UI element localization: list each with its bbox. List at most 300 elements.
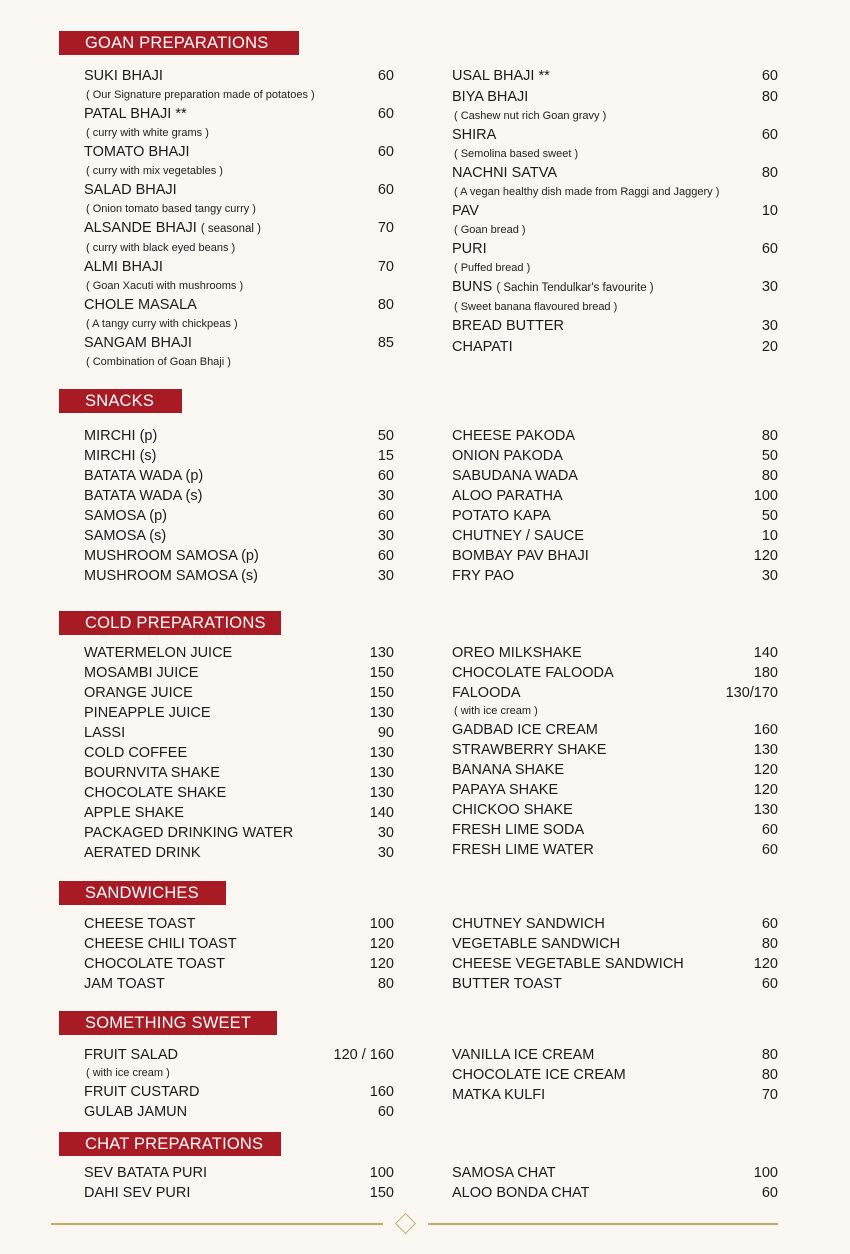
menu-item [452, 683, 778, 720]
item-name: CHEESE PAKODA [452, 428, 576, 444]
item-price: 150 [369, 665, 394, 681]
item-name: BREAD BUTTER [452, 318, 564, 334]
menu-item-row [452, 760, 778, 780]
menu-item [84, 566, 394, 586]
menu-item-row [452, 446, 778, 466]
menu-item-row [84, 566, 394, 586]
menu-item-row [84, 914, 394, 934]
item-name-group [84, 803, 184, 823]
item-name: COLD COFFEE [84, 745, 188, 761]
item-name-group [452, 934, 620, 954]
menu-item [84, 506, 394, 526]
item-price: 60 [761, 916, 778, 932]
menu-item-row [84, 954, 394, 974]
menu-item [84, 1082, 394, 1102]
item-name: FRESH LIME WATER [452, 842, 594, 858]
item-name: PAV [452, 203, 479, 219]
menu-item-row [84, 974, 394, 994]
menu-item-row [452, 316, 778, 337]
item-name-group [452, 1065, 626, 1085]
menu-column-left [84, 426, 394, 586]
menu-item-row [84, 934, 394, 954]
item-name-group [452, 720, 598, 740]
item-name: VANILLA ICE CREAM [452, 1047, 595, 1063]
menu-item [452, 546, 778, 566]
item-name-group [84, 743, 187, 763]
menu-item-row [84, 1082, 394, 1102]
menu-item [84, 180, 394, 218]
item-name-group [452, 663, 614, 683]
item-name: SEV BATATA PURI [84, 1165, 208, 1181]
menu-item [452, 337, 778, 358]
item-price: 120 [753, 956, 778, 972]
menu-item-row [84, 663, 394, 683]
menu-item [452, 643, 778, 663]
item-name-group [452, 201, 479, 222]
item-price: 60 [377, 508, 394, 524]
item-description: ( Semolina based sweet ) [454, 148, 579, 160]
item-name: PACKAGED DRINKING WATER [84, 825, 294, 841]
item-name: CHEESE CHILI TOAST [84, 936, 237, 952]
item-name-group [84, 974, 165, 994]
item-name-group [452, 840, 594, 860]
menu-column-left [84, 1163, 394, 1203]
item-name: ALMI BHAJI [84, 259, 163, 275]
menu-item [452, 506, 778, 526]
menu-item-row [84, 703, 394, 723]
menu-item-row [84, 763, 394, 783]
item-price: 130 [369, 765, 394, 781]
item-name: SHIRA [452, 127, 497, 143]
menu-item-row [452, 125, 778, 146]
item-price: 60 [761, 976, 778, 992]
item-description: ( Our Signature preparation made of potatoes ) [86, 89, 315, 101]
item-price: 10 [761, 203, 778, 219]
menu-item-row [452, 974, 778, 994]
menu-item [84, 1183, 394, 1203]
item-price: 50 [761, 448, 778, 464]
item-description: ( Sweet banana flavoured bread ) [454, 301, 618, 313]
item-name-group [84, 763, 220, 783]
menu-item-row [452, 954, 778, 974]
item-name: DAHI SEV PURI [84, 1185, 191, 1201]
item-price: 130 [369, 745, 394, 761]
item-name: SAMOSA (p) [84, 508, 167, 524]
item-name-group [452, 820, 584, 840]
menu-item-row [452, 337, 778, 358]
menu-column-left [84, 914, 394, 994]
item-price: 120 [753, 782, 778, 798]
menu-item [452, 760, 778, 780]
item-name-group [452, 954, 684, 974]
item-name-group [84, 526, 166, 546]
item-name-group [84, 663, 198, 683]
menu-item [452, 446, 778, 466]
item-name: BATATA WADA (s) [84, 488, 203, 504]
item-name: BATATA WADA (p) [84, 468, 204, 484]
menu-item-row [84, 1163, 394, 1183]
item-name-group [84, 466, 203, 486]
item-note: ( seasonal ) [200, 223, 261, 235]
item-name-group [84, 546, 259, 566]
item-name: CHOCOLATE SHAKE [84, 785, 227, 801]
item-name: MUSHROOM SAMOSA (s) [84, 568, 259, 584]
item-name-group [84, 783, 226, 803]
menu-item [84, 426, 394, 446]
menu-item-row [452, 526, 778, 546]
item-price: 60 [761, 822, 778, 838]
item-name-group [84, 703, 211, 723]
item-price: 180 [753, 665, 778, 681]
menu-item-row [84, 295, 394, 316]
section-heading: GOAN PREPARATIONS [59, 31, 299, 55]
item-description: ( Cashew nut rich Goan gravy ) [454, 110, 607, 122]
menu-item [452, 954, 778, 974]
item-price: 80 [761, 1067, 778, 1083]
item-price: 130 [753, 742, 778, 758]
item-price: 60 [377, 1104, 394, 1120]
menu-item-row [452, 506, 778, 526]
menu-item [452, 720, 778, 740]
menu-item-row [84, 142, 394, 163]
item-name: NACHNI SATVA [452, 165, 558, 181]
menu-item-row [452, 1065, 778, 1085]
menu-column-right [452, 1163, 778, 1203]
menu-item-row [452, 1085, 778, 1105]
menu-item [84, 954, 394, 974]
item-name-group [452, 163, 557, 184]
item-name: FRUIT CUSTARD [84, 1084, 200, 1100]
item-name-group [452, 446, 563, 466]
item-name-group [452, 125, 496, 146]
item-name-group [84, 180, 177, 201]
item-price: 20 [761, 339, 778, 355]
item-price: 60 [377, 144, 394, 160]
item-price: 130 [369, 785, 394, 801]
item-name-group [84, 843, 201, 863]
menu-column-right [452, 643, 778, 860]
menu-item-row [452, 800, 778, 820]
item-price: 50 [761, 508, 778, 524]
item-name-group [84, 914, 195, 934]
item-price: 60 [761, 127, 778, 143]
item-name-group [84, 66, 163, 87]
menu-item [84, 723, 394, 743]
menu-item [452, 277, 778, 316]
menu-column-right [452, 66, 778, 358]
item-price: 30 [761, 318, 778, 334]
menu-item-row [84, 843, 394, 863]
item-price: 130 [753, 802, 778, 818]
item-name-group [84, 104, 187, 125]
item-price: 70 [761, 1087, 778, 1103]
menu-item-row [452, 683, 778, 703]
item-price: 60 [377, 548, 394, 564]
item-description: ( Puffed bread ) [454, 262, 531, 274]
menu-item-row [452, 546, 778, 566]
item-name: LASSI [84, 725, 126, 741]
diamond-icon [395, 1213, 416, 1234]
menu-item-row [452, 87, 778, 108]
item-name: GADBAD ICE CREAM [452, 722, 598, 738]
item-price: 30 [761, 279, 778, 295]
menu-column-left [84, 1045, 394, 1122]
menu-item [452, 974, 778, 994]
menu-item-row [452, 426, 778, 446]
item-name-group [84, 823, 293, 843]
menu-item-row [84, 333, 394, 354]
item-name: MATKA KULFI [452, 1087, 546, 1103]
item-name: MUSHROOM SAMOSA (p) [84, 548, 259, 564]
menu-item [84, 104, 394, 142]
item-description: ( Onion tomato based tangy curry ) [86, 203, 256, 215]
item-price: 130/170 [725, 685, 778, 701]
menu-item [84, 333, 394, 371]
item-price: 70 [377, 259, 394, 275]
menu-item [84, 257, 394, 295]
item-name: PURI [452, 241, 487, 257]
item-price: 30 [377, 488, 394, 504]
menu-item-row [452, 720, 778, 740]
item-description: ( Goan bread ) [454, 224, 526, 236]
item-name: BUTTER TOAST [452, 976, 562, 992]
menu-item [84, 526, 394, 546]
item-description: ( A vegan healthy dish made from Raggi and Jaggery ) [454, 186, 720, 198]
menu-item [84, 142, 394, 180]
item-price: 60 [377, 106, 394, 122]
item-name-group [452, 239, 487, 260]
item-description: ( with ice cream ) [86, 1067, 170, 1079]
item-name-group [84, 643, 232, 663]
item-name-group [452, 1085, 545, 1105]
item-name: TOMATO BHAJI [84, 144, 190, 160]
menu-item-row [452, 1163, 778, 1183]
item-name-group [84, 486, 202, 506]
menu-item-row [452, 466, 778, 486]
item-name-group [452, 1183, 590, 1203]
menu-column-right [452, 1045, 778, 1105]
menu-item-row [452, 914, 778, 934]
menu-item [452, 125, 778, 163]
item-description: ( Goan Xacuti with mushrooms ) [86, 280, 244, 292]
item-name-group [452, 800, 573, 820]
menu-item [84, 843, 394, 863]
item-price: 100 [369, 916, 394, 932]
menu-item [452, 1065, 778, 1085]
menu-item [84, 934, 394, 954]
item-name: BUNS [452, 279, 493, 295]
menu-item-row [84, 486, 394, 506]
footer-line-left [51, 1223, 383, 1225]
menu-item [84, 763, 394, 783]
menu-item-row [452, 1183, 778, 1203]
item-name: STRAWBERRY SHAKE [452, 742, 607, 758]
item-name: CHOCOLATE ICE CREAM [452, 1067, 626, 1083]
section-heading: COLD PREPARATIONS [59, 611, 281, 635]
section-heading: SOMETHING SWEET [59, 1011, 277, 1035]
menu-item-row [452, 66, 778, 87]
menu-item [452, 239, 778, 277]
item-name: SAMOSA CHAT [452, 1165, 556, 1181]
item-price: 150 [369, 1185, 394, 1201]
item-price: 120 [753, 548, 778, 564]
menu-item-row [452, 643, 778, 663]
menu-item-row [84, 426, 394, 446]
menu-item [84, 974, 394, 994]
item-price: 80 [761, 936, 778, 952]
item-name-group [84, 1045, 178, 1065]
item-name: CHOCOLATE FALOODA [452, 665, 614, 681]
item-price: 30 [761, 568, 778, 584]
item-name: ALOO BONDA CHAT [452, 1185, 590, 1201]
menu-column-right [452, 426, 778, 586]
menu-item-row [452, 163, 778, 184]
item-name: ONION PAKODA [452, 448, 563, 464]
item-price: 100 [753, 1165, 778, 1181]
menu-item-row [84, 104, 394, 125]
menu-item-row [84, 1183, 394, 1203]
menu-item [84, 663, 394, 683]
item-price: 160 [369, 1084, 394, 1100]
menu-item [452, 163, 778, 201]
item-name-group [84, 1163, 207, 1183]
item-name: CHUTNEY / SAUCE [452, 528, 584, 544]
item-name: ALSANDE BHAJI [84, 220, 197, 236]
item-name: SAMOSA (s) [84, 528, 167, 544]
item-name: BOMBAY PAV BHAJI [452, 548, 589, 564]
menu-item [84, 486, 394, 506]
footer-line-right [428, 1223, 778, 1225]
menu-item-row [84, 446, 394, 466]
item-name: FRUIT SALAD [84, 1047, 179, 1063]
item-name: FRESH LIME SODA [452, 822, 585, 838]
item-name-group [452, 466, 578, 486]
menu-item [452, 566, 778, 586]
item-price: 120 [369, 956, 394, 972]
item-price: 30 [377, 825, 394, 841]
item-name: PATAL BHAJI ** [84, 106, 187, 122]
item-name-group [452, 1045, 594, 1065]
item-name-group [452, 760, 564, 780]
item-price: 30 [377, 528, 394, 544]
item-price: 80 [761, 1047, 778, 1063]
item-name: PAPAYA SHAKE [452, 782, 559, 798]
item-name-group [84, 257, 163, 278]
section-heading: CHAT PREPARATIONS [59, 1132, 281, 1156]
item-price: 60 [761, 1185, 778, 1201]
section-heading: SNACKS [59, 389, 182, 413]
item-price: 80 [761, 89, 778, 105]
menu-item-row [452, 934, 778, 954]
menu-item [84, 66, 394, 104]
menu-item [452, 663, 778, 683]
item-price: 80 [761, 428, 778, 444]
menu-item-row [84, 803, 394, 823]
menu-item-row [84, 723, 394, 743]
item-name: SUKI BHAJI [84, 68, 163, 84]
menu-item [452, 486, 778, 506]
item-name: PINEAPPLE JUICE [84, 705, 211, 721]
item-name-group [84, 566, 258, 586]
item-price: 150 [369, 685, 394, 701]
item-name-group [84, 723, 125, 743]
item-description: ( A tangy curry with chickpeas ) [86, 318, 238, 330]
menu-item-row [84, 466, 394, 486]
item-price: 80 [761, 165, 778, 181]
item-name: GULAB JAMUN [84, 1104, 188, 1120]
item-price: 80 [761, 468, 778, 484]
item-name: AERATED DRINK [84, 845, 201, 861]
item-price: 80 [377, 976, 394, 992]
menu-item [452, 1045, 778, 1065]
item-price: 120 [369, 936, 394, 952]
item-name-group [452, 740, 606, 760]
menu-item-row [452, 820, 778, 840]
item-name: CHEESE TOAST [84, 916, 196, 932]
item-name: MIRCHI (p) [84, 428, 158, 444]
item-name-group [452, 66, 550, 87]
item-name-group [84, 1183, 190, 1203]
item-name-group [452, 974, 562, 994]
menu-item-row [84, 180, 394, 201]
item-price: 130 [369, 645, 394, 661]
menu-item-row [84, 546, 394, 566]
item-name-group [452, 683, 521, 703]
menu-item-row [84, 783, 394, 803]
item-name: CHAPATI [452, 339, 513, 355]
footer-ornament [0, 1212, 850, 1236]
item-name-group [84, 1082, 199, 1102]
item-name-group [452, 643, 582, 663]
menu-item-row [84, 526, 394, 546]
menu-column-left [84, 643, 394, 863]
item-name-group [84, 1102, 187, 1122]
menu-item-row [84, 643, 394, 663]
menu-item [84, 683, 394, 703]
item-name: JAM TOAST [84, 976, 165, 992]
menu-item [84, 914, 394, 934]
item-name-group [452, 566, 514, 586]
menu-item [452, 740, 778, 760]
item-price: 100 [753, 488, 778, 504]
menu-item [452, 820, 778, 840]
menu-item-row [452, 840, 778, 860]
item-name-group [452, 526, 584, 546]
menu-item [452, 1183, 778, 1203]
item-name: VEGETABLE SANDWICH [452, 936, 621, 952]
item-name-group [84, 218, 261, 240]
section-heading: SANDWICHES [59, 881, 226, 905]
menu-item-row [452, 1045, 778, 1065]
item-price: 60 [377, 182, 394, 198]
menu-item [452, 800, 778, 820]
menu-item [84, 1045, 394, 1082]
menu-item [452, 934, 778, 954]
menu-item-row [84, 66, 394, 87]
item-price: 140 [753, 645, 778, 661]
item-name-group [84, 683, 193, 703]
item-name: BIYA BHAJI [452, 89, 529, 105]
menu-item [84, 295, 394, 333]
item-price: 30 [377, 568, 394, 584]
item-name: CHEESE VEGETABLE SANDWICH [452, 956, 684, 972]
item-name-group [84, 446, 157, 466]
item-price: 60 [761, 842, 778, 858]
menu-item-row [84, 1102, 394, 1122]
item-price: 30 [377, 845, 394, 861]
item-price: 50 [377, 428, 394, 444]
menu-item-row [452, 486, 778, 506]
